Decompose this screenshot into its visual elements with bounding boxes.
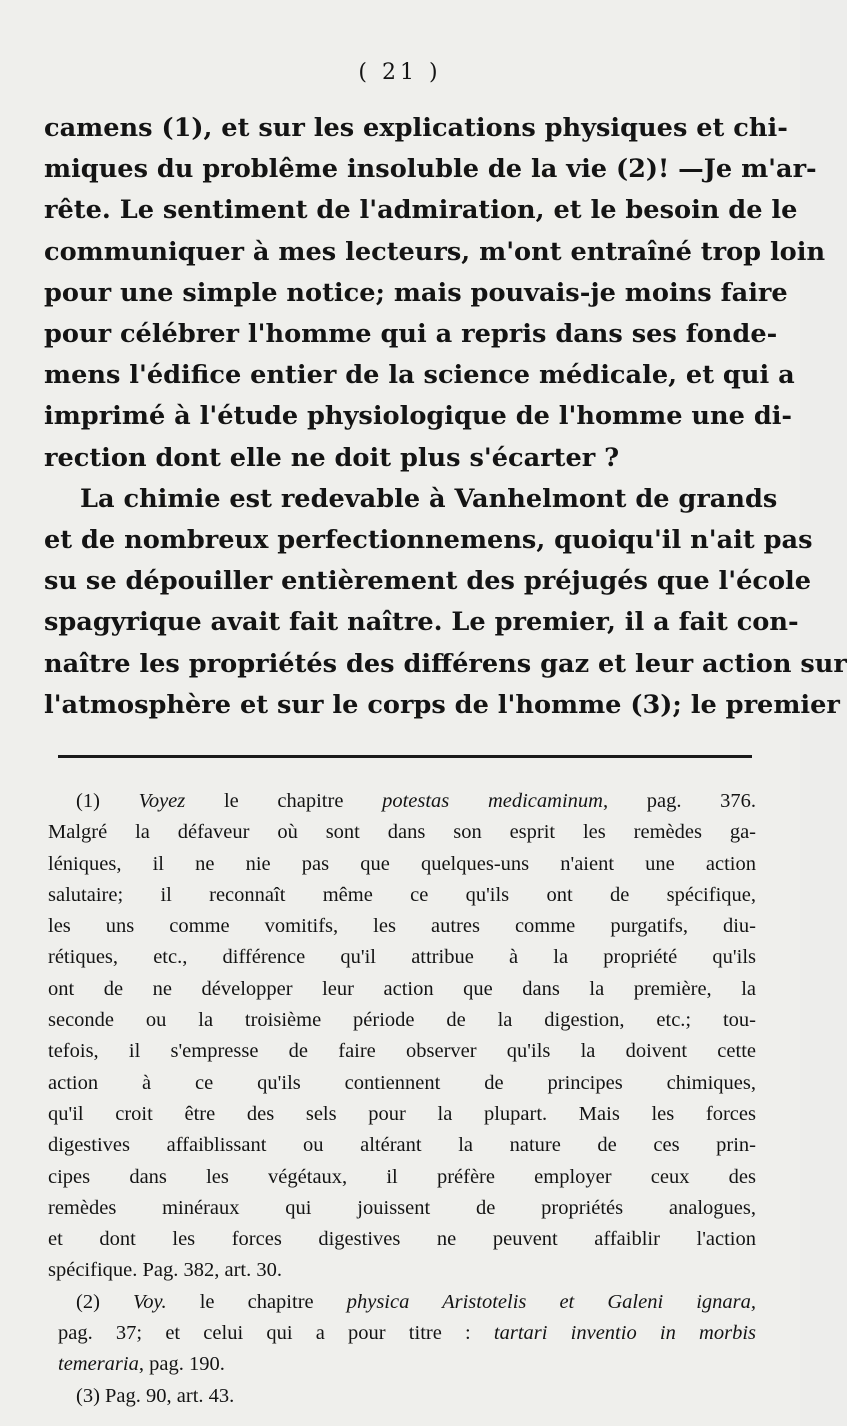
footnote-line: et dont les forces digestives ne peuvent affaiblir l'action: [48, 1228, 756, 1251]
footnote-line: action à ce qu'ils contiennent de principes chimiques,: [48, 1071, 756, 1094]
text-line: pour une simple notice; mais pouvais-je moins faire: [44, 277, 788, 308]
page-number: ( 21 ): [358, 60, 442, 85]
footnote-line: spécifique. Pag. 382, art. 30.: [48, 1259, 282, 1282]
footnote-2-ref: pag. 37; et celui qui a pour titre :: [58, 1322, 471, 1345]
footnote-line: Malgré la défaveur où sont dans son esprit les remèdes ga-: [48, 821, 756, 844]
text-line: et de nombreux perfectionnemens, quoiqu'il n'ait pas: [44, 525, 813, 556]
footnote-2-title-2: tartari inventio in morbis: [493, 1322, 756, 1345]
footnote-line: seconde ou la troisième période de la digestion, etc.; tou-: [48, 1009, 756, 1032]
footnote-line: ont de ne développer leur action que dans la première, la: [48, 977, 756, 1000]
footnote-2-title-3: temeraria: [58, 1353, 139, 1376]
text-line: camens (1), et sur les explications physiques et chi-: [44, 113, 788, 143]
footnote-line: rétiques, etc., différence qu'il attribue à la propriété qu'ils: [48, 946, 756, 969]
footnote-line: léniques, il ne nie pas que quelques-uns n'aient une action: [48, 852, 756, 875]
footnote-1-number: (1): [76, 790, 100, 812]
footnote-divider: [58, 755, 752, 758]
footnote-2-voy: Voy.: [133, 1290, 167, 1313]
footnote-1-first-line: [48, 786, 756, 817]
text-line: l'atmosphère et sur le corps de l'homme (3); le premier: [44, 689, 840, 720]
footnote-1-title: potestas medicaminum: [382, 790, 603, 812]
text-line: miques du problême insoluble de la vie (2)! —Je m'ar-: [44, 154, 817, 185]
footnote-2-second-line: [48, 1318, 756, 1349]
footnote-2-mid: le chapitre: [199, 1290, 314, 1313]
text-line: imprimé à l'étude physiologique de l'homme une di-: [44, 401, 793, 432]
footnote-line: tefois, il s'empresse de faire observer qu'ils la doivent cette: [48, 1040, 756, 1063]
footnote-2-title: physica Aristotelis et Galeni ignara,: [346, 1290, 757, 1313]
footnote-2-page: , pag. 190.: [138, 1353, 225, 1376]
footnote-line: salutaire; il reconnaît même ce qu'ils ont de spécifique,: [48, 883, 756, 906]
footnote-1-ref: , pag. 376.: [602, 790, 757, 812]
footnote-line: digestives affaiblissant ou altérant la nature de ces prin-: [48, 1134, 756, 1157]
text-line: communiquer à mes lecteurs, m'ont entraîné trop loin: [44, 236, 826, 267]
text-line: spagyrique avait fait naître. Le premier, il a fait con-: [44, 607, 799, 638]
text-line: naître les propriétés des différens gaz et leur action sur: [44, 648, 847, 679]
text-line: su se dépouiller entièrement des préjugés que l'école: [44, 566, 812, 597]
footnote-line: qu'il croit être des sels pour la plupart. Mais les forces: [48, 1102, 756, 1125]
footnote-line: cipes dans les végétaux, il préfère employer ceux des: [48, 1165, 756, 1188]
text-line: pour célébrer l'homme qui a repris dans ses fonde-: [44, 319, 778, 350]
footnote-2-first-line: [48, 1287, 756, 1318]
text-line: mens l'édifice entier de la science médicale, et qui a: [44, 360, 795, 391]
footnote-1-mid: le chapitre: [223, 790, 344, 812]
footnote-line: les uns comme vomitifs, les autres comme purgatifs, diu-: [48, 915, 756, 938]
text-line: rête. Le sentiment de l'admiration, et le besoin de le: [44, 195, 798, 226]
footnote-line: remèdes minéraux qui jouissent de propriétés analogues,: [48, 1196, 756, 1219]
text-line: La chimie est redevable à Vanhelmont de grands: [80, 483, 778, 514]
footnote-1-voyez: Voyez: [138, 790, 186, 812]
footnote-2-third-line: [48, 1349, 756, 1380]
text-line: rection dont elle ne doit plus s'écarter ?: [44, 442, 620, 473]
main-text: [44, 108, 847, 726]
footnotes: [48, 786, 756, 1412]
footnote-2-number: (2): [76, 1290, 100, 1313]
footnote-3: (3) Pag. 90, art. 43.: [76, 1384, 235, 1407]
